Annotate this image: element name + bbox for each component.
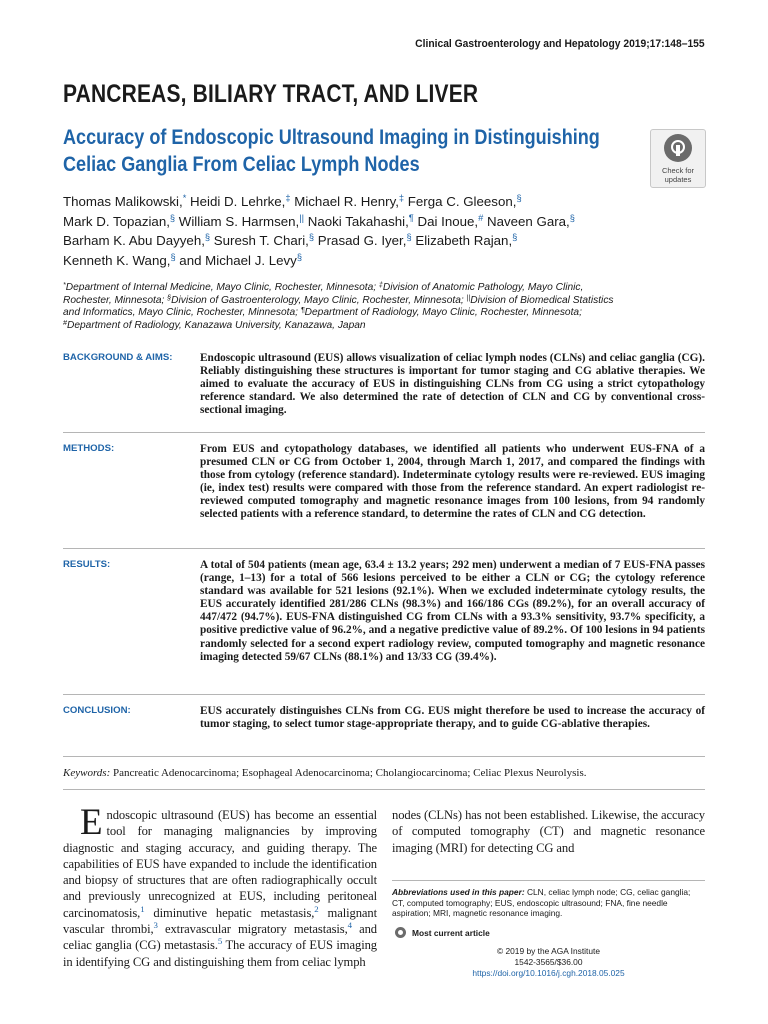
author-affiliation-mark: ||	[299, 212, 305, 223]
author-name: Mark D. Topazian,	[63, 213, 170, 229]
body-text: diminutive hepatic metastasis,	[144, 905, 315, 920]
author-name: Heidi D. Lehrke,	[186, 194, 286, 209]
check-for-updates-button[interactable]	[650, 129, 706, 188]
affiliation-mark: ¶	[300, 306, 305, 315]
abstract-methods-label: METHODS:	[63, 443, 115, 454]
author-name: Naoki Takahashi,	[304, 213, 409, 229]
abbreviations-label: Abbreviations used in this paper:	[392, 887, 525, 897]
author-name: Thomas Malikowski,	[63, 194, 183, 209]
author-line	[63, 192, 703, 212]
keywords-divider	[63, 789, 705, 790]
abstract-conclusion-text: EUS accurately distinguishes CLNs from CG. EUS might therefore be used to increase the accuracy of tumor staging, to select tumor stage-appropriate therapy, and to guide CG-ablative therapies.	[200, 705, 705, 731]
reference-link[interactable]: 1	[140, 903, 145, 914]
reference-link[interactable]: 3	[153, 920, 158, 931]
abstract-background-label: BACKGROUND & AIMS:	[63, 352, 173, 363]
copyright-line: © 2019 by the AGA Institute	[496, 946, 600, 956]
author-affiliation-mark: §	[204, 232, 211, 242]
reference-link[interactable]: 5	[217, 936, 223, 947]
most-current-icon	[395, 927, 406, 938]
affiliation-text: and Informatics, Mayo Clinic, Rochester, Minnesota;	[63, 307, 301, 319]
author-affiliation-mark: §	[170, 251, 176, 262]
affiliation-mark: §	[167, 293, 172, 302]
issn-price: 1542-3565/$36.00	[514, 956, 583, 967]
author-name: Michael R. Henry,	[290, 194, 399, 209]
article-title-line-1: Accuracy of Endoscopic Ultrasound Imaging in Distinguishing	[63, 126, 600, 149]
affiliation-mark: ||	[466, 293, 471, 302]
journal-citation: Clinical Gastroenterology and Hepatology 2019;17:148–155	[415, 38, 705, 50]
author-affiliation-mark: §	[512, 232, 518, 242]
author-name: Naveen Gara,	[483, 213, 570, 229]
author-line	[63, 212, 703, 232]
drop-cap: E	[80, 802, 103, 843]
affiliation-text: Department of Internal Medicine, Mayo Clinic, Rochester, Minnesota;	[65, 282, 379, 293]
author-list	[63, 192, 703, 270]
abstract-background-text: Endoscopic ultrasound (EUS) allows visualization of celiac lymph nodes (CLNs) and celiac ganglia (CG). Reliably distinguishing these structures is important for tumor staging and CG ablative therapies. We aimed to evaluate the accuracy of EUS in distinguishing CLNs from CG using a strict cytopathology reference standard. We also determined the rate of detection of CLN and CG by conventional cross-sectional imaging.	[200, 352, 705, 417]
author-affiliation-mark: #	[478, 212, 484, 223]
author-name: Barham K. Abu Dayyeh,	[63, 233, 205, 248]
author-name: Ferga C. Gleeson,	[404, 194, 517, 209]
section-title: PANCREAS, BILIARY TRACT, AND LIVER	[63, 80, 479, 108]
body-text: extravascular migratory metastasis,	[157, 922, 348, 937]
reference-link[interactable]: 4	[347, 920, 352, 931]
keywords	[63, 767, 705, 779]
most-current-article-link[interactable]	[395, 927, 490, 938]
abbreviations-text: CLN, celiac lymph node; CG, celiac ganglia; CT, computed tomography; EUS, endoscopic ultrasound; FNA, fine needle aspiration; MRI, magnetic resonance imaging.	[392, 887, 691, 919]
abstract-results-label: RESULTS:	[63, 559, 111, 570]
abstract-divider	[63, 694, 705, 695]
author-name: Suresh T. Chari,	[210, 233, 309, 248]
author-affiliation-mark: §	[308, 232, 315, 242]
affiliation-mark: *	[63, 281, 66, 289]
keywords-label: Keywords:	[63, 767, 111, 779]
abbreviations-footnote	[392, 887, 705, 919]
reference-link[interactable]: 2	[314, 903, 319, 914]
copyright-block	[392, 946, 705, 978]
author-affiliation-mark: §	[516, 193, 522, 203]
author-name: Elizabeth Rajan,	[411, 233, 513, 248]
author-name: Prasad G. Iyer,	[314, 233, 407, 248]
abstract-results-text: A total of 504 patients (mean age, 63.4 ± 13.2 years; 292 men) underwent a median of 7 EUS-FNA passes (range, 1–13) for a total of 566 lesions perceived to be either a CLN or CG; the cytology reference standard was available for 521 lesions (92.1%). When we excluded indeterminate cytology results, the EUS accurately identified 281/286 CLNs (98.3%) and 166/186 CGs (89.2%), for an overall accuracy of 447/472 (94.7%). EUS-FNA distinguished CG from CLNs with a 93.3% sensitivity, 93.7% specificity, a positive predictive value of 96.2%, and a negative predictive value of 89.2%. Of 100 lesions in 94 patients randomly selected for a second expert radiology review, computed tomography and magnetic resonance imaging detected 59/67 CLNs (88.1%) and 13/33 CG (39.4%).	[200, 559, 705, 663]
affiliation-line	[63, 295, 703, 308]
author-name: William S. Harmsen,	[175, 213, 300, 229]
body-left-column	[63, 802, 378, 970]
author-affiliation-mark: §	[296, 251, 302, 262]
affiliation-text: Division of Biomedical Statistics	[470, 294, 614, 306]
footnote-divider	[392, 880, 705, 881]
author-affiliation-mark: §	[569, 212, 575, 223]
affiliation-mark: #	[63, 318, 67, 327]
article-title	[63, 124, 613, 178]
affiliation-text: Rochester, Minnesota;	[63, 294, 168, 306]
body-text: and celiac ganglia (CG) metastasis.	[63, 922, 378, 953]
author-name: Dai Inoue,	[413, 213, 479, 229]
abstract-divider	[63, 756, 705, 757]
affiliation-text: Department of Radiology, Kanazawa University, Kanazawa, Japan	[66, 319, 366, 331]
author-affiliation-mark: §	[169, 212, 176, 223]
check-for-updates-icon	[664, 134, 692, 162]
author-name: Kenneth K. Wang,	[63, 252, 171, 268]
doi-link[interactable]: https://doi.org/10.1016/j.cgh.2018.05.025	[472, 967, 625, 978]
abstract-divider	[63, 432, 705, 433]
author-affiliation-mark: ‡	[285, 193, 291, 203]
abstract-methods-text: From EUS and cytopathology databases, we identified all patients who underwent EUS-FNA of a presumed CLN or CG from October 1, 2004, through March 1, 2017, and compared the findings with those from cytology (reference standard). Indeterminate cytology results were re-reviewed. EUS imaging (ie, index test) results were compared with those from the reference standard. An expert radiologist re-reviewed computed tomography and magnetic resonance images from 100 lesions, from 94 randomly selected patients with a reference standard, to determine the rates of CLN and CG detection.	[200, 443, 705, 521]
affiliation-text: Department of Radiology, Mayo Clinic, Rochester, Minnesota;	[304, 307, 582, 319]
body-right-column: nodes (CLNs) has not been established. Likewise, the accuracy of computed tomography (CT) and magnetic resonance imaging (MRI) for detecting CG and	[392, 808, 705, 855]
affiliation-line	[63, 282, 703, 295]
abstract-divider	[63, 548, 705, 549]
check-for-updates-label: Check for updates	[661, 166, 695, 184]
author-affiliation-mark: ‡	[398, 193, 405, 203]
body-text: The accuracy of EUS imaging in identifying CG and distinguishing them from celiac lymph	[63, 938, 377, 969]
author-line	[63, 251, 703, 271]
author-line	[63, 231, 703, 251]
affiliations	[63, 282, 703, 332]
affiliation-line	[63, 307, 703, 320]
affiliation-mark: ‡	[378, 281, 383, 289]
author-affiliation-mark: §	[406, 232, 412, 242]
affiliation-line	[63, 320, 703, 333]
most-current-label: Most current article	[412, 927, 490, 938]
body-text: ndoscopic ultrasound (EUS) has become an essential tool for managing malignancies by improving diagnostic and staging accuracy, and guiding therapy. The capabilities of EUS have expanded to include the identification and biopsy of structures that are often radiographically occult and previously unrecognized at EUS, including peritoneal carcinomatosis,	[63, 808, 377, 920]
author-name: and Michael J. Levy	[175, 252, 297, 268]
article-title-line-2: Celiac Ganglia From Celiac Lymph Nodes	[63, 153, 420, 176]
affiliation-text: Division of Gastroenterology, Mayo Clinic, Rochester, Minnesota;	[171, 294, 467, 306]
author-affiliation-mark: *	[182, 193, 187, 203]
affiliation-text: Division of Anatomic Pathology, Mayo Clinic,	[382, 282, 584, 293]
abstract-conclusion-label: CONCLUSION:	[63, 705, 131, 716]
author-affiliation-mark: ¶	[408, 212, 414, 223]
keywords-text: Pancreatic Adenocarcinoma; Esophageal Adenocarcinoma; Cholangiocarcinoma; Celiac Plexus Neurolysis.	[110, 767, 587, 779]
body-text: malignant vascular thrombi,	[63, 905, 377, 937]
